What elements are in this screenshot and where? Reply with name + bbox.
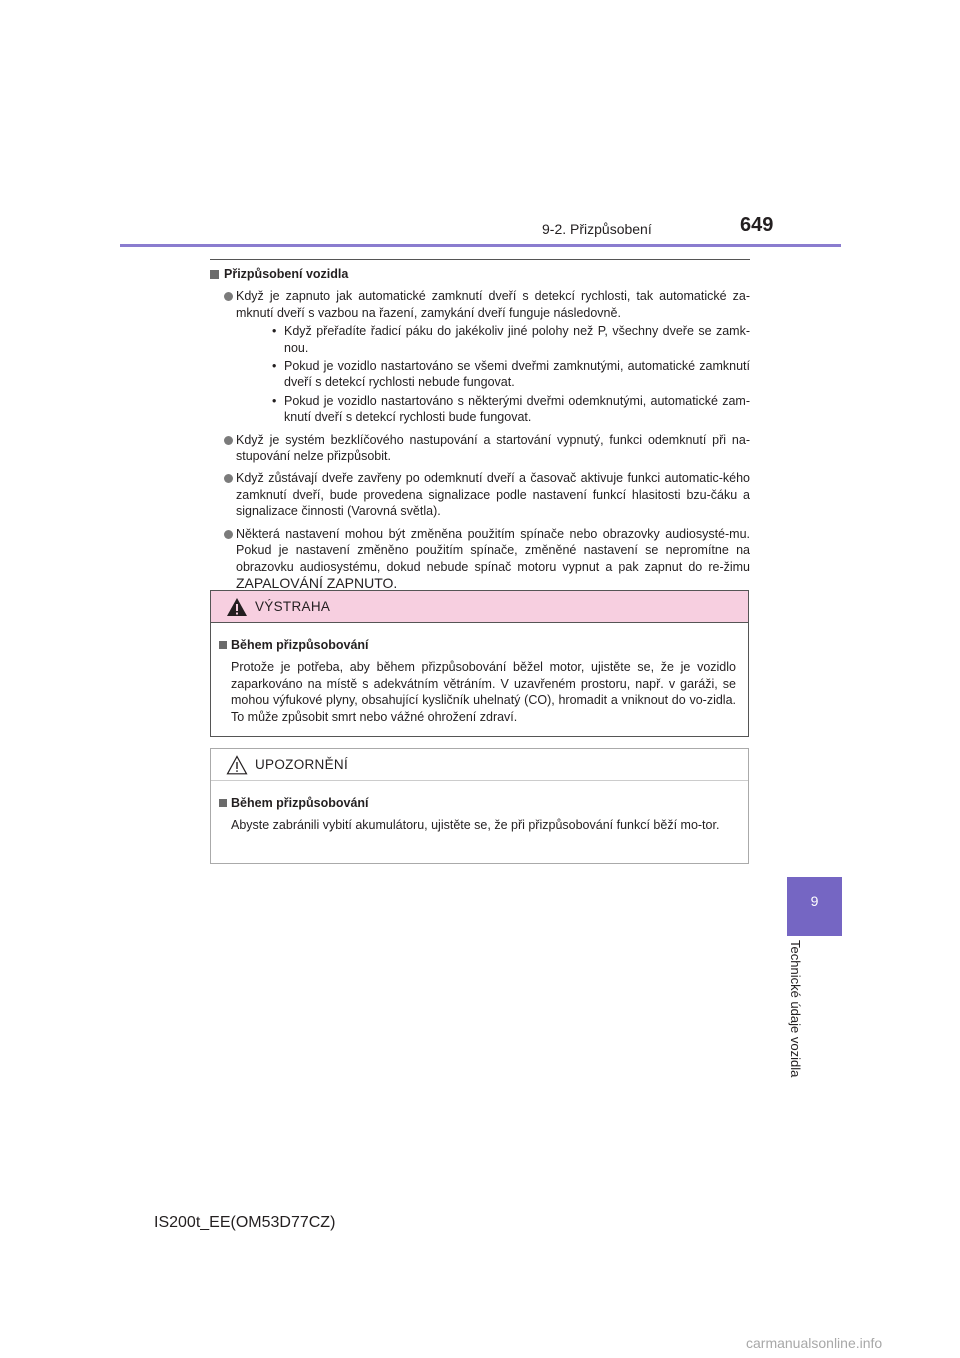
list-item-text: Když je zapnuto jak automatické zamknutí dveří s detekcí rychlosti, tak automatické za-mknutí dveří s vazbou na řazení, zamykání dveří funguje následovně. bbox=[236, 289, 750, 320]
warning-triangle-icon bbox=[226, 597, 248, 617]
list-item-text: Když je systém bezklíčového nastupování a startování vypnutý, funkci odemknutí při na-stupování nelze přizpůsobit. bbox=[236, 432, 750, 464]
caution-body bbox=[211, 795, 748, 834]
footer-model: IS200t_EE(OM53D77CZ) bbox=[154, 1214, 336, 1231]
main-content bbox=[210, 266, 750, 598]
list-item bbox=[210, 432, 750, 465]
sub-bullet-mark: • bbox=[272, 359, 277, 374]
sub-bullet-mark: • bbox=[272, 324, 277, 339]
sub-item bbox=[236, 393, 750, 426]
content-rule bbox=[210, 259, 750, 260]
caution-title: UPOZORNĚNÍ bbox=[255, 757, 349, 772]
header-section: 9-2. Přizpůsobení bbox=[542, 221, 652, 237]
list-item bbox=[210, 470, 750, 519]
list-item-caps-text: ZAPALOVÁNÍ ZAPNUTO. bbox=[236, 574, 398, 591]
caution-header bbox=[211, 749, 748, 781]
warning-body bbox=[211, 637, 748, 725]
page-number: 649 bbox=[740, 214, 774, 236]
warning-subtitle bbox=[219, 637, 736, 653]
caution-subtitle-text: Během přizpůsobování bbox=[231, 796, 369, 810]
square-bullet-icon bbox=[219, 799, 227, 807]
circle-bullet-icon bbox=[224, 292, 233, 301]
list-item bbox=[210, 288, 750, 425]
circle-bullet-icon bbox=[224, 530, 233, 539]
square-bullet-icon bbox=[210, 270, 219, 279]
warning-box bbox=[210, 590, 749, 737]
caution-subtitle bbox=[219, 795, 736, 811]
sub-item-text: Když přeřadíte řadicí páku do jakékoliv jiné polohy než P, všechny dveře se zamk-nou. bbox=[284, 324, 750, 355]
circle-bullet-icon bbox=[224, 436, 233, 445]
square-bullet-icon bbox=[219, 641, 227, 649]
warning-header bbox=[211, 591, 748, 623]
list-item-text: Když zůstávají dveře zavřeny po odemknutí dveří a časovač aktivuje funkci automatic-kého zamknutí dveří, bude provedena signalizace podle nastavení funkcí hlasitosti bzu-čáku a signalizace činnosti (Varovná světla). bbox=[236, 471, 750, 519]
chapter-tab[interactable]: 9 bbox=[787, 877, 842, 936]
watermark: carmanualsonline.info bbox=[746, 1335, 883, 1351]
warning-title: VÝSTRAHA bbox=[255, 599, 331, 614]
sub-item-text: Pokud je vozidlo nastartováno se všemi dveřmi zamknutými, automatické zamknutí dveří s detekcí rychlosti nebude fungovat. bbox=[284, 359, 750, 390]
header-rule bbox=[120, 244, 841, 247]
caution-box bbox=[210, 748, 749, 864]
list-item-text: Některá nastavení mohou být změněna použitím spínače nebo obrazovky audiosysté-mu. Pokud je nastavení změněno použitím spínače, změněné nastavení se nepromítne na obrazovku audiosystému, dokud nebude spínač motoru vypnut a pak zapnut do re-žimu bbox=[236, 526, 750, 574]
list-item bbox=[210, 526, 750, 593]
sub-bullet-mark: • bbox=[272, 393, 277, 408]
chapter-tab-label: Technické údaje vozidla bbox=[788, 940, 803, 1078]
circle-bullet-icon bbox=[224, 474, 233, 483]
sub-item bbox=[236, 358, 750, 391]
sub-item bbox=[236, 323, 750, 356]
section-title-text: Přizpůsobení vozidla bbox=[224, 267, 349, 281]
section-title bbox=[210, 266, 750, 282]
warning-subtitle-text: Během přizpůsobování bbox=[231, 638, 369, 652]
caution-triangle-icon bbox=[226, 755, 248, 775]
sub-item-text: Pokud je vozidlo nastartováno s některými dveřmi odemknutými, automatické zam-knutí dveří s detekcí rychlosti bude fungovat. bbox=[284, 393, 750, 425]
caution-text: Abyste zabránili vybití akumulátoru, ujistěte se, že při přizpůsobování funkcí běží mo-tor. bbox=[231, 818, 720, 833]
warning-text: Protože je potřeba, aby během přizpůsobování běžel motor, ujistěte se, že je vozidlo zaparkováno na místě s adekvátním větráním. V uzavřeném prostoru, např. v garáži, se mohou výfukové plyny, obsahující kysličník uhelnatý (CO), hromadit a vniknout do vo-zidla. To může způsobit smrt nebo vážné ohrožení zdraví. bbox=[231, 660, 736, 724]
